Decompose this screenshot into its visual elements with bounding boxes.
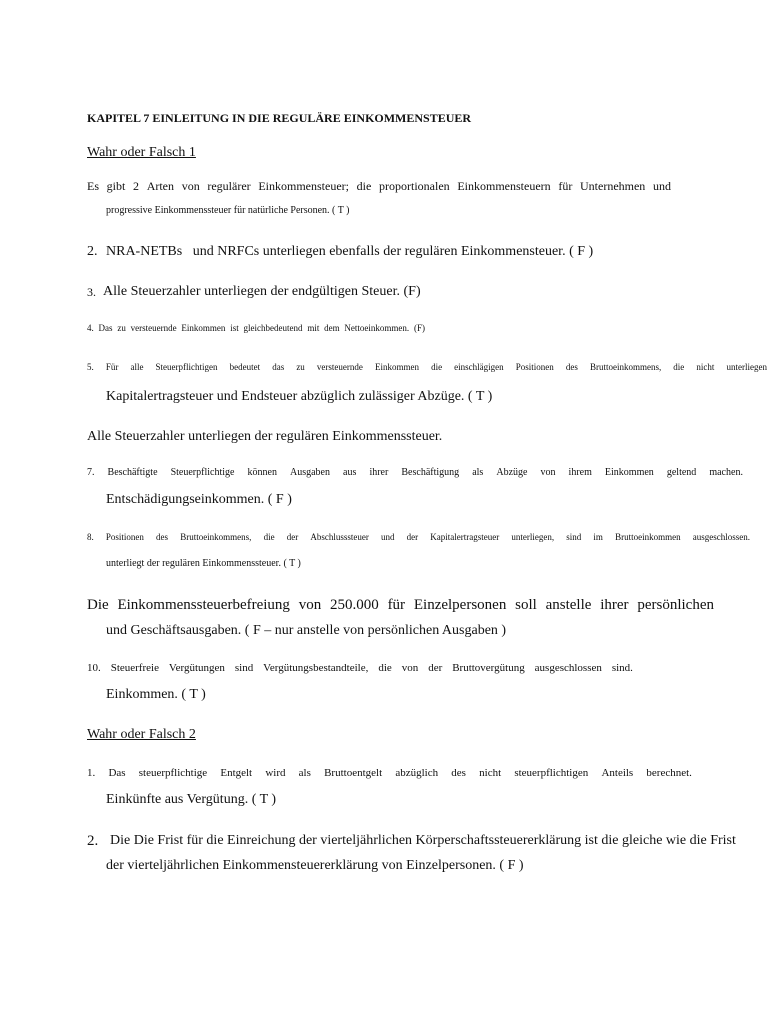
s2-question-2-line-1: Die Die Frist für die Einreichung der vierteljährlichen Körperschaftssteuererklärung ist die gleiche wie die Frist (110, 833, 736, 848)
question-4-line: 4. Das zu versteuernde Einkommen ist gleichbedeutend mit dem Nettoeinkommen. (F) (87, 323, 425, 333)
s2-question-2-number: 2. (87, 833, 99, 849)
question-6-line: Alle Steuerzahler unterliegen der regulären Einkommenssteuer. (87, 429, 443, 444)
s2-question-2-line-2: der vierteljährlichen Einkommensteuererklärung von Einzelpersonen. ( F ) (106, 858, 524, 873)
question-2-number: 2. (87, 244, 98, 259)
question-10-line-1: 10. Steuerfreie Vergütungen sind Vergütungsbestandteile, die von der Bruttovergütung ausgeschlossen sind. (87, 662, 633, 674)
section-heading-1: Wahr oder Falsch 1 (87, 145, 196, 160)
question-9-line-1: Die Einkommenssteuerbefreiung von 250.000 für Einzelpersonen soll anstelle ihrer persönlichen (87, 597, 714, 613)
question-5-line-2: Kapitalertragsteuer und Endsteuer abzüglich zulässiger Abzüge. ( T ) (106, 389, 493, 404)
question-10-line-2: Einkommen. ( T ) (106, 687, 206, 702)
question-7-line-2: Entschädigungseinkommen. ( F ) (106, 492, 292, 507)
question-1-line-2: progressive Einkommenssteuer für natürliche Personen. ( T ) (106, 205, 350, 216)
question-5-line-1: 5. Für alle Steuerpflichtigen bedeutet das zu versteuernde Einkommen die einschlägigen Positionen des Bruttoeinkommens, die nicht unterliegen (87, 362, 767, 372)
question-9-line-2: und Geschäftsausgaben. ( F – nur anstelle von persönlichen Ausgaben ) (106, 623, 507, 638)
question-3-number: 3. (87, 285, 96, 299)
question-8-line-2: unterliegt der regulären Einkommenssteuer. ( T ) (106, 558, 301, 569)
s2-question-1-line-1: 1. Das steuerpflichtige Entgelt wird als Bruttoentgelt abzüglich des nicht steuerpflichtigen Anteils berechnet. (87, 767, 692, 779)
question-7-line-1: 7. Beschäftigte Steuerpflichtige können Ausgaben aus ihrer Beschäftigung als Abzüge von ihrem Einkommen geltend machen. (87, 467, 743, 478)
section-heading-2: Wahr oder Falsch 2 (87, 727, 196, 742)
question-3-text: Alle Steuerzahler unterliegen der endgültigen Steuer. (F) (103, 284, 421, 299)
question-1-line-1: Es gibt 2 Arten von regulärer Einkommensteuer; die proportionalen Einkommensteuern für Unternehmen und (87, 179, 671, 193)
question-8-line-1: 8. Positionen des Bruttoeinkommens, die der Abschlusssteuer und der Kapitalertragsteuer unterliegen, sind im Bruttoeinkommen ausgeschlossen. (87, 532, 750, 542)
question-2-text: NRA-NETBs und NRFCs unterliegen ebenfalls der regulären Einkommensteuer. ( F ) (106, 244, 594, 259)
s2-question-1-line-2: Einkünfte aus Vergütung. ( T ) (106, 792, 277, 807)
chapter-title: KAPITEL 7 EINLEITUNG IN DIE REGULÄRE EINKOMMENSTEUER (87, 111, 472, 125)
